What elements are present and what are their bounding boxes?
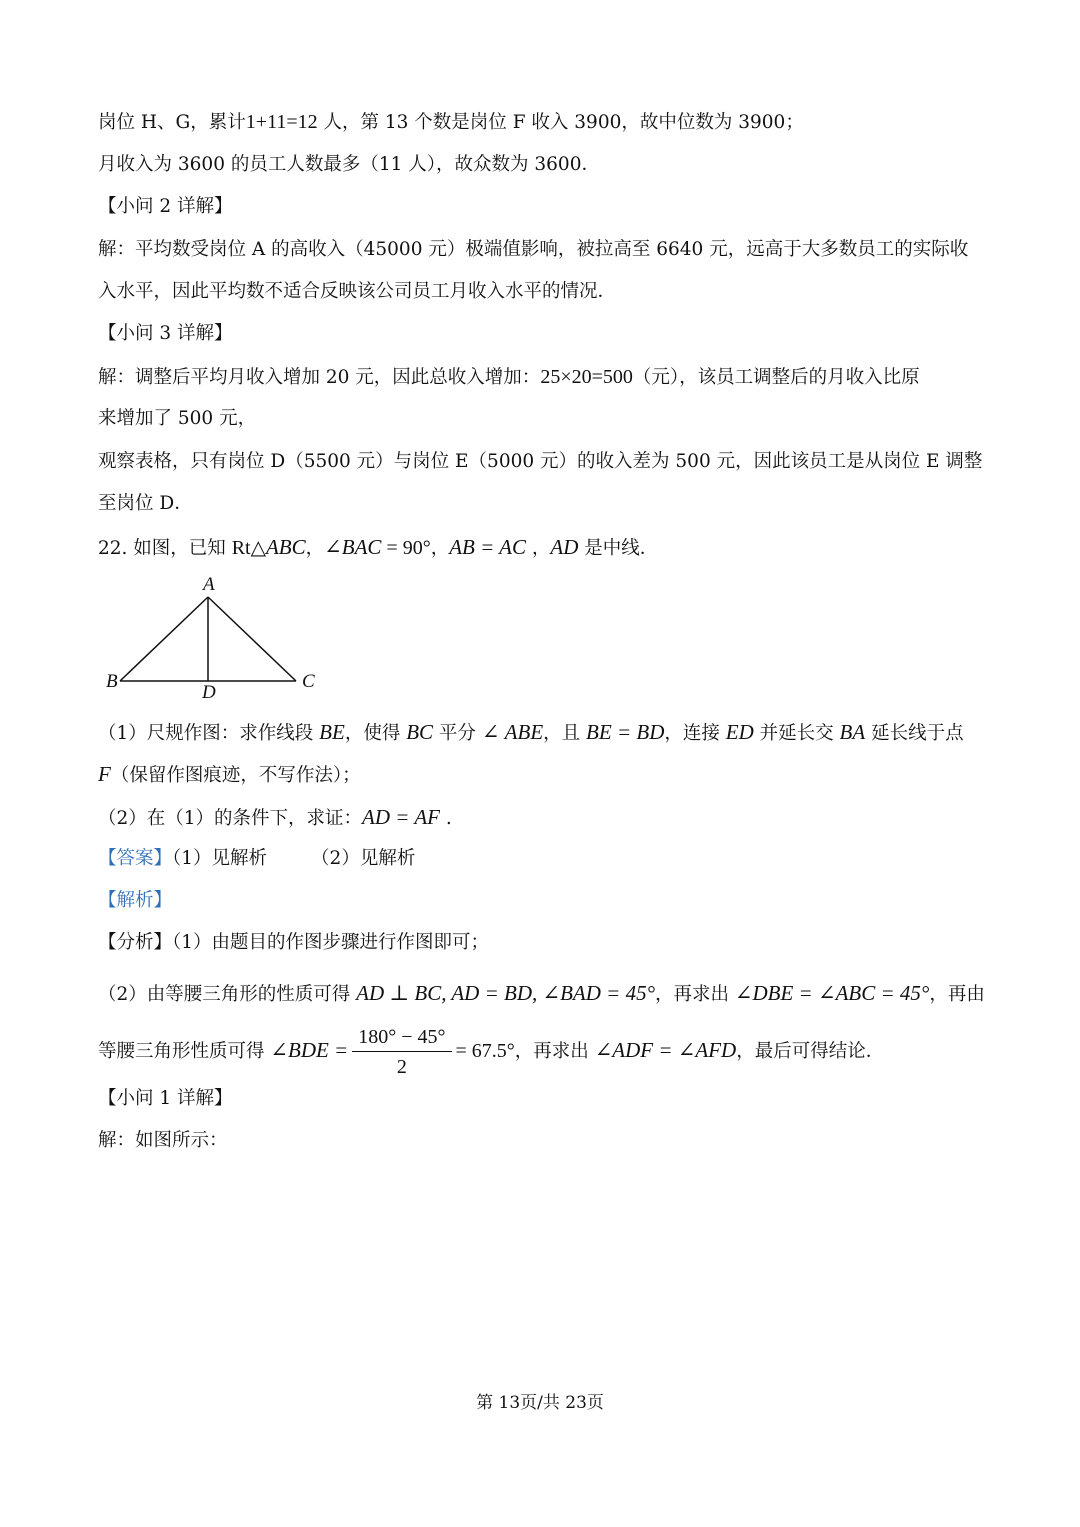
- section-heading: 【小问 2 详解】: [98, 196, 233, 217]
- label-b: B: [106, 671, 118, 692]
- text-line: 观察表格，只有岗位 D（5500 元）与岗位 E（5000 元）的收入差为 500 元，因此该员工是从岗位 E 调整: [98, 451, 983, 472]
- math-expression: AB = AC: [449, 535, 526, 559]
- math-expression: ED: [725, 720, 754, 744]
- triangle-figure: [100, 570, 330, 705]
- text-run: 延长线于点: [865, 723, 964, 744]
- math-expression: ∠BDE =: [270, 1038, 349, 1062]
- analysis-line: [98, 980, 985, 1008]
- math-expression: 1+11=12: [245, 111, 318, 133]
- solution-line: 解：如图所示：: [98, 1130, 228, 1151]
- text-run: ，: [305, 538, 325, 559]
- math-expression: BA: [839, 720, 866, 744]
- text-run: （2）由等腰三角形的性质可得: [98, 984, 357, 1005]
- math-expression: = 90°: [381, 537, 431, 559]
- text-run: （元），该员工调整后的月收入比原: [632, 367, 920, 388]
- math-expression: AD ⊥ BC, AD = BD, ∠BAD = 45°: [356, 981, 655, 1005]
- text-line: 入水平，因此平均数不适合反映该公司员工月收入水平的情况．: [98, 281, 617, 302]
- text-run: ，再求出: [514, 1041, 595, 1062]
- question-stem: [98, 534, 658, 562]
- text-run: .: [440, 808, 452, 829]
- label-a: A: [203, 574, 215, 595]
- text-run: ，: [526, 538, 551, 559]
- text-line: [98, 109, 804, 136]
- text-run: 是中线．: [578, 538, 659, 559]
- text-run: ，: [430, 538, 450, 559]
- math-expression: ∠BAC: [324, 535, 382, 559]
- question-part-2: [98, 804, 452, 832]
- text-line: 至岗位 D．: [98, 493, 193, 514]
- text-run: ，最后可得结论．: [736, 1041, 885, 1062]
- math-expression: BE = BD: [586, 720, 665, 744]
- answer-tag: 【答案】: [98, 848, 173, 869]
- math-expression: BC: [406, 720, 434, 744]
- math-expression: Rt△: [231, 537, 266, 559]
- math-expression: 25×20=500: [540, 366, 633, 388]
- text-run: 人，第 13 个数是岗位 F 收入 3900，故中位数为 3900；: [317, 112, 804, 133]
- segment-ac: [208, 597, 296, 681]
- text-run: （1）尺规作图：求作线段: [98, 723, 320, 744]
- text-run: 并延长交: [753, 723, 840, 744]
- math-expression: BE: [319, 720, 345, 744]
- label-d: D: [202, 682, 216, 703]
- analysis-line: 【分析】（1）由题目的作图步骤进行作图即可；: [98, 932, 490, 953]
- math-expression: ABC: [265, 535, 306, 559]
- analysis-tag: 【解析】: [98, 890, 173, 911]
- fraction: [352, 1023, 451, 1082]
- analysis-line-fraction: [98, 1020, 884, 1082]
- fraction-numerator: 180° − 45°: [352, 1023, 451, 1052]
- answer-part-2: （2）见解析: [311, 848, 416, 869]
- math-expression: ∠ADF = ∠AFD: [594, 1038, 737, 1062]
- math-expression: = 67.5°: [455, 1040, 515, 1062]
- text-run: ，再由: [929, 984, 985, 1005]
- segment-ab: [120, 597, 208, 681]
- math-expression: ∠DBE = ∠ABC = 45°: [734, 981, 930, 1005]
- text-run: （保留作图痕迹，不写作法）；: [110, 765, 361, 786]
- text-line: 月收入为 3600 的员工人数最多（11 人），故众数为 3600．: [98, 154, 600, 175]
- text-line: 来增加了 500 元，: [98, 408, 257, 429]
- text-run: 平分: [433, 723, 482, 744]
- text-line: 解：平均数受岗位 A 的高收入（45000 元）极端值影响，被拉高至 6640 元，远高于大多数员工的实际收: [98, 239, 969, 260]
- page-footer: 第 13页/共 23页: [476, 1393, 604, 1413]
- text-run: ，且: [543, 723, 587, 744]
- question-part-1-cont: [98, 761, 361, 789]
- answer-line: [98, 846, 415, 872]
- fraction-denominator: 2: [396, 1055, 407, 1078]
- text-run: 岗位 H、G，累计: [98, 112, 246, 133]
- question-part-1: [98, 719, 964, 747]
- text-run: 等腰三角形性质可得: [98, 1041, 271, 1062]
- text-run: 解：调整后平均月收入增加 20 元，因此总收入增加：: [98, 367, 541, 388]
- text-run: ，再求出: [655, 984, 735, 1005]
- text-run: （2）在（1）的条件下，求证：: [98, 808, 363, 829]
- text-run: ，连接: [664, 723, 726, 744]
- section-heading: 【小问 3 详解】: [98, 323, 233, 344]
- text-run: 22. 如图，已知: [98, 538, 232, 559]
- math-expression: AD = AF: [362, 805, 440, 829]
- section-heading: 【小问 1 详解】: [98, 1088, 233, 1109]
- text-line: [98, 364, 920, 391]
- label-c: C: [302, 671, 315, 692]
- answer-part-1: （1）见解析: [172, 848, 268, 869]
- math-expression: ∠ ABE: [481, 720, 544, 744]
- text-run: ，使得: [344, 723, 407, 744]
- math-expression: F: [98, 762, 111, 786]
- math-expression: AD: [550, 535, 579, 559]
